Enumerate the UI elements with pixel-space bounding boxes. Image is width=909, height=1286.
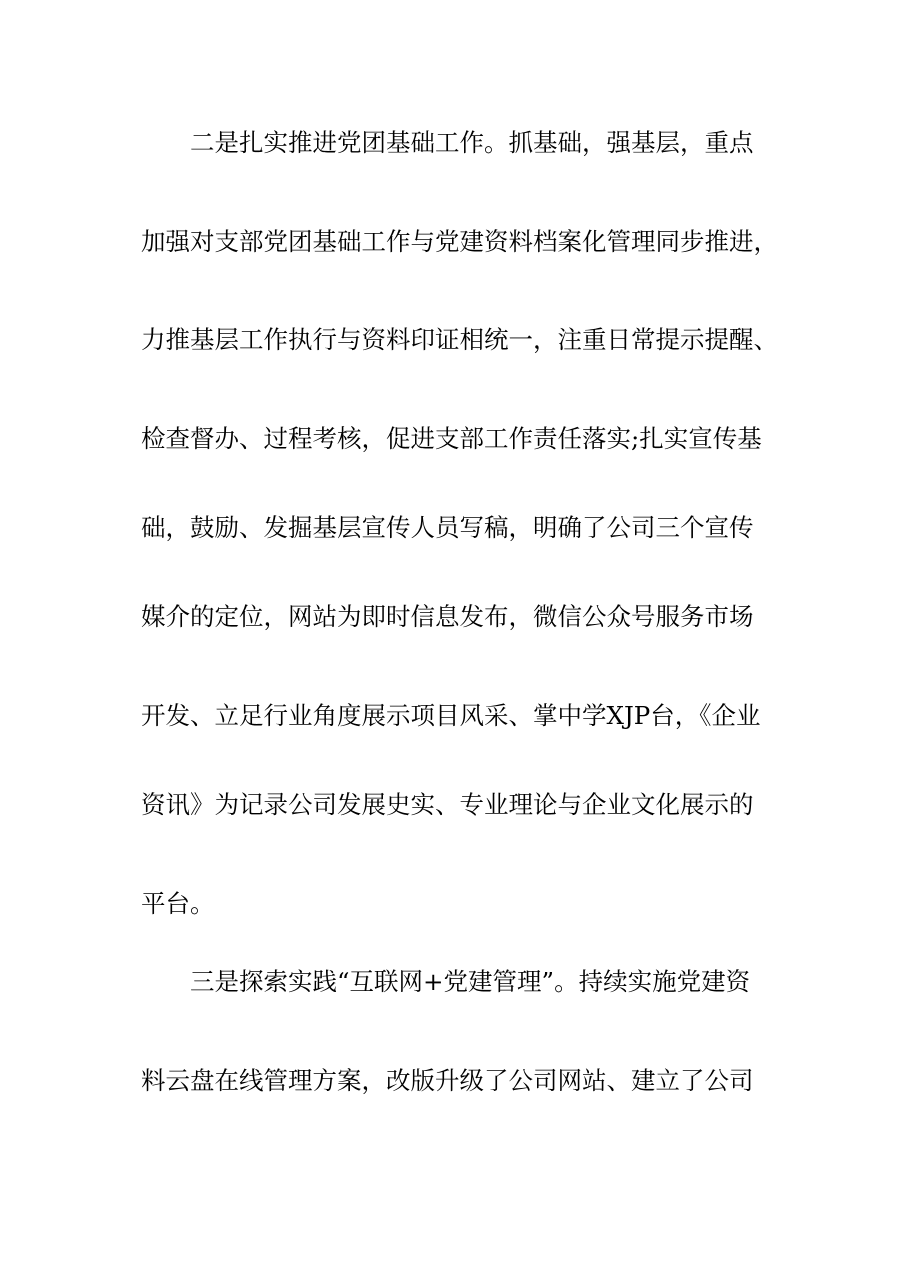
paragraph-1-line-7: 开发、立足行业角度展示项目风采、掌中学XJP台，《企业	[141, 701, 761, 730]
paragraph-1-line-6: 媒介的定位，网站为即时信息发布，微信公众号服务市场	[141, 602, 754, 631]
paragraph-1-line-5: 础，鼓励、发掘基层宣传人员写稿，明确了公司三个宣传	[141, 513, 754, 542]
paragraph-1-line-3: 力推基层工作执行与资料印证相统一，注重日常提示提醒、	[141, 325, 778, 354]
paragraph-2-line-2: 料云盘在线管理方案，改版升级了公司网站、建立了公司	[141, 1066, 754, 1095]
paragraph-1-line-8: 资讯》为记录公司发展史实、专业理论与企业文化展示的	[141, 790, 754, 819]
paragraph-2-line-1: 三是探索实践“互联网+党建管理”。持续实施党建资	[190, 967, 751, 996]
paragraph-1-line-4: 检查督办、过程考核，促进支部工作责任落实;扎实宣传基	[141, 424, 762, 453]
paragraph-1-line-9: 平台。	[141, 889, 215, 918]
paragraph-1-line-1: 二是扎实推进党团基础工作。抓基础，强基层，重点	[190, 128, 754, 157]
paragraph-1-line-2: 加强对支部党团基础工作与党建资料档案化管理同步推进，	[141, 227, 778, 256]
